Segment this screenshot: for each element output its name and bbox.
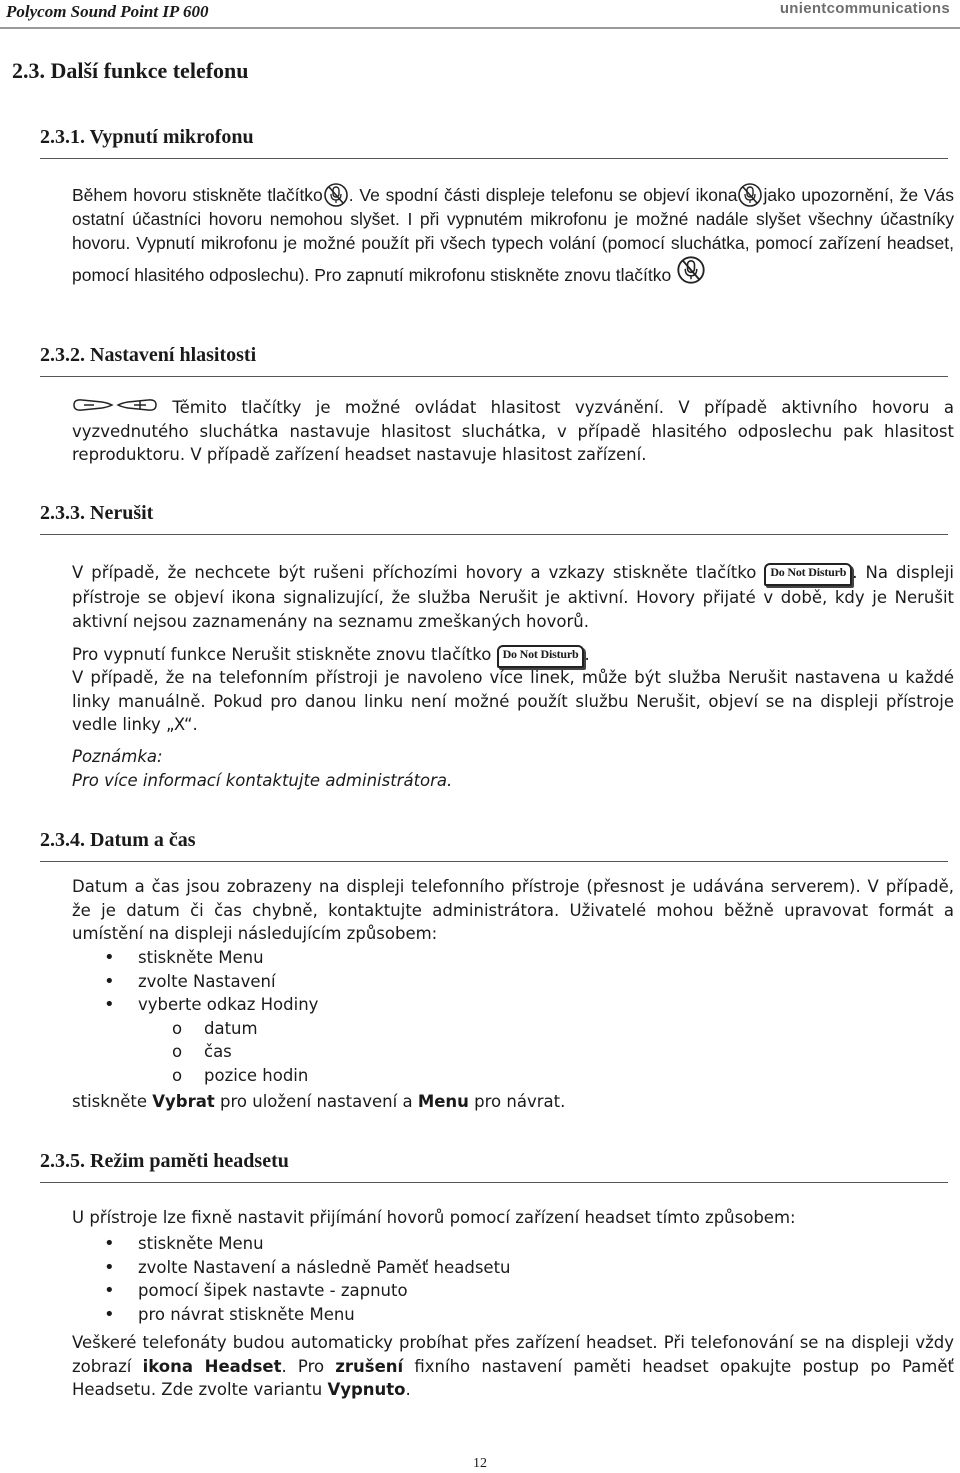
sub-list-item: o datum — [172, 1018, 258, 1038]
mute-button-icon — [323, 182, 349, 208]
list-item: • zvolte Nastavení a následně Paměť headsetu — [104, 1256, 511, 1278]
paragraph-dnd: V případě, že nechcete být rušeni příchozími hovory a vzkazy stiskněte tlačítko Do Not Disturb . Na displeji přístroje se objeví ikona signalizující, že služba Nerušit je aktivní. Hovory přijaté v době, kdy je Nerušit aktivní nejsou zaznamenány na seznamu zmeškaných hovorů. — [72, 563, 954, 631]
list-item: • vyberte odkaz Hodiny — [104, 994, 319, 1015]
document-header-title: Polycom Sound Point IP 600 — [6, 2, 209, 21]
do-not-disturb-button: Do Not Disturb — [764, 563, 852, 586]
page-number: 12 — [473, 1456, 487, 1471]
note — [72, 745, 954, 792]
note-label: Poznámka: — [72, 747, 163, 766]
section-title: 2.3. Další funkce telefonu — [12, 58, 249, 83]
paragraph-headset-intro: U přístroje lze fixně nastavit přijímání hovorů pomocí zařízení headset tímto způsobem: — [72, 1208, 796, 1227]
volume-buttons-icon — [72, 396, 158, 412]
heading-mute: 2.3.1. Vypnutí mikrofonu — [40, 126, 254, 148]
heading-dnd: 2.3.3. Nerušit — [40, 502, 154, 524]
heading-volume: 2.3.2. Nastavení hlasitosti — [40, 344, 257, 366]
header-divider — [0, 27, 960, 29]
sub-list-item: o čas — [172, 1042, 232, 1061]
do-not-disturb-button: Do Not Disturb — [497, 645, 585, 668]
paragraph-dnd-off: Pro vypnutí funkce Nerušit stiskněte znovu tlačítko Do Not Disturb . — [72, 643, 954, 668]
paragraph-volume: Těmito tlačítky je možné ovládat hlasitost vyzvánění. V případě aktivního hovoru a vyzvednutého sluchátka nastavuje hlasitost sluchátka, v případě hlasitého odposlechu pak hlasitost reproduktoru. V případě zařízení headset nastavuje hlasitost zařízení. — [72, 398, 954, 464]
paragraph-date-time: Datum a čas jsou zobrazeny na displeji telefonního přístroje (přesnost je udávána serverem). V případě, že je datum či čas chybně, kontaktujte administrátora. Uživatelé mohou běžně upravovat formát a umístění na displeji následujícím způsobem: — [72, 877, 954, 943]
company-logo: unientcommunications — [779, 0, 950, 17]
heading-rule — [40, 376, 948, 377]
paragraph-dnd-lines: V případě, že na telefonním přístroji je navoleno více linek, může být služba Nerušit nastavena u každé linky manuálně. Pokud pro danou linku není možné použít službu Nerušit, objeví se na displeji přístroje vedle linky „X“. — [72, 668, 954, 734]
heading-rule — [40, 158, 948, 159]
headset-steps — [72, 1232, 511, 1326]
list-item: • stiskněte Menu — [104, 947, 264, 968]
paragraph-date-time-save: stiskněte Vybrat pro uložení nastavení a Menu pro návrat. — [72, 1092, 566, 1111]
list-item: • pro návrat stiskněte Menu — [104, 1303, 355, 1325]
mute-status-icon — [737, 182, 763, 208]
list-item: • zvolte Nastavení — [104, 970, 276, 992]
paragraph-headset-outro: Veškeré telefonáty budou automaticky probíhat přes zařízení headset. Při telefonování se na displeji vždy zobrazí ikona Headset. Pro zrušení fixního nastavení paměti headset opakujte postup po Paměť Headsetu. Zde zvolte variantu Vypnuto. — [72, 1333, 954, 1399]
mute-button-icon — [676, 255, 706, 285]
heading-rule — [40, 1182, 948, 1183]
sub-list-item: o pozice hodin — [172, 1065, 309, 1085]
heading-rule — [40, 534, 948, 535]
heading-rule — [40, 861, 948, 862]
note-text: Pro více informací kontaktujte administrátora. — [72, 770, 453, 790]
date-time-steps — [72, 946, 318, 1087]
paragraph-mute: Během hovoru stiskněte tlačítko . Ve spodní části displeje telefonu se objeví ikona jako upozornění, že Vás ostatní účastníci hovoru nemohou slyšet. I při vypnutém mikrofonu je možné nadále slyšet všechny účastníky hovoru. Vypnutí mikrofonu je možné použít při všech typech volání (pomocí sluchátka, pomocí zařízení headset, pomocí hlasitého odposlechu). Pro zapnutí mikrofonu stiskněte znovu tlačítko — [72, 182, 954, 288]
heading-headset-memory: 2.3.5. Režim paměti headsetu — [40, 1150, 289, 1172]
list-item: • pomocí šipek nastavte - zapnuto — [104, 1280, 408, 1301]
list-item: • stiskněte Menu — [104, 1233, 264, 1254]
heading-date-time: 2.3.4. Datum a čas — [40, 829, 196, 851]
